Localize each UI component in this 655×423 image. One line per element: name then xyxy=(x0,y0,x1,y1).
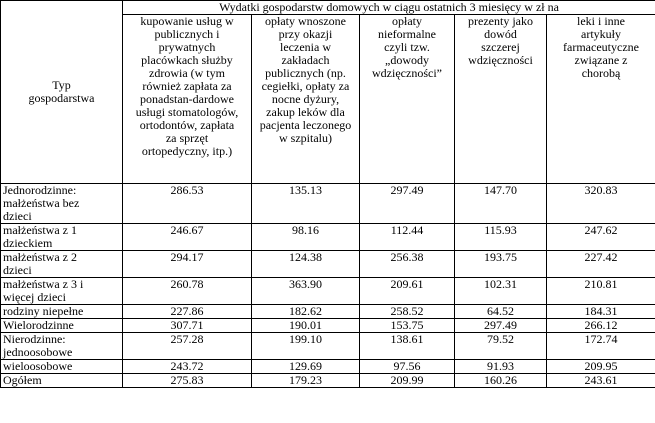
cell-value: 102.31 xyxy=(455,278,547,305)
table-row xyxy=(1,305,655,319)
row-header: Typ gospodarstwa xyxy=(1,1,123,184)
cell-value: 138.61 xyxy=(360,333,455,360)
cell-value: 124.38 xyxy=(252,251,360,278)
table-row xyxy=(1,360,655,374)
table-row xyxy=(1,374,655,388)
cell-value: 147.70 xyxy=(455,184,547,224)
cell-value: 227.86 xyxy=(123,305,252,319)
cell-value: 209.99 xyxy=(360,374,455,388)
cell-value: 135.13 xyxy=(252,184,360,224)
row-label: Ogółem xyxy=(1,374,123,388)
cell-value: 307.71 xyxy=(123,319,252,333)
cell-value: 190.01 xyxy=(252,319,360,333)
cell-value: 129.69 xyxy=(252,360,360,374)
cell-value: 160.26 xyxy=(455,374,547,388)
cell-value: 243.72 xyxy=(123,360,252,374)
row-label: małżeństwa z 1 dzieckiem xyxy=(1,224,123,251)
cell-value: 297.49 xyxy=(360,184,455,224)
table-row xyxy=(1,184,655,224)
row-label: Nierodzinne: jednoosobowe xyxy=(1,333,123,360)
cell-value: 256.38 xyxy=(360,251,455,278)
cell-value: 297.49 xyxy=(455,319,547,333)
cell-value: 320.83 xyxy=(547,184,655,224)
cell-value: 227.42 xyxy=(547,251,655,278)
cell-value: 243.61 xyxy=(547,374,655,388)
cell-value: 286.53 xyxy=(123,184,252,224)
table-row xyxy=(1,333,655,360)
cell-value: 112.44 xyxy=(360,224,455,251)
cell-value: 260.78 xyxy=(123,278,252,305)
cell-value: 193.75 xyxy=(455,251,547,278)
row-label: Wielorodzinne xyxy=(1,319,123,333)
cell-value: 172.74 xyxy=(547,333,655,360)
cell-value: 182.62 xyxy=(252,305,360,319)
row-label: Jednorodzinne: małżeństwa bez dzieci xyxy=(1,184,123,224)
row-label: małżeństwa z 2 dzieci xyxy=(1,251,123,278)
cell-value: 257.28 xyxy=(123,333,252,360)
column-header: prezenty jako dowód szczerej wdzięczności xyxy=(455,15,547,184)
cell-value: 258.52 xyxy=(360,305,455,319)
cell-value: 209.95 xyxy=(547,360,655,374)
column-header: opłaty wnoszone przy okazji leczenia w zakładach publicznych (np. cegiełki, opłaty za nocne dyżury, zakup leków dla pacjenta leczonego w szpitalu) xyxy=(252,15,360,184)
table-row xyxy=(1,319,655,333)
cell-value: 294.17 xyxy=(123,251,252,278)
column-header: opłaty nieformalne czyli tzw. „dowody wdzięczności” xyxy=(360,15,455,184)
cell-value: 275.83 xyxy=(123,374,252,388)
row-label: rodziny niepełne xyxy=(1,305,123,319)
cell-value: 79.52 xyxy=(455,333,547,360)
cell-value: 98.16 xyxy=(252,224,360,251)
column-header: leki i inne artykuły farmaceutyczne związane z chorobą xyxy=(547,15,655,184)
cell-value: 115.93 xyxy=(455,224,547,251)
column-header: kupowanie usług w publicznych i prywatnych placówkach służby zdrowia (w tym również zapłata za ponadstan-dardowe usługi stomatologów, ortodontów, zapłata za sprzęt ortopedyczny, itp.) xyxy=(123,15,252,184)
cell-value: 153.75 xyxy=(360,319,455,333)
cell-value: 97.56 xyxy=(360,360,455,374)
row-label: wieloosobowe xyxy=(1,360,123,374)
table-row xyxy=(1,251,655,278)
cell-value: 199.10 xyxy=(252,333,360,360)
cell-value: 363.90 xyxy=(252,278,360,305)
cell-value: 247.62 xyxy=(547,224,655,251)
cell-value: 210.81 xyxy=(547,278,655,305)
cell-value: 179.23 xyxy=(252,374,360,388)
cell-value: 64.52 xyxy=(455,305,547,319)
cell-value: 209.61 xyxy=(360,278,455,305)
table-row xyxy=(1,224,655,251)
cell-value: 266.12 xyxy=(547,319,655,333)
cell-value: 246.67 xyxy=(123,224,252,251)
cell-value: 91.93 xyxy=(455,360,547,374)
header-row-1 xyxy=(1,1,655,15)
row-label: małżeństwa z 3 i więcej dzieci xyxy=(1,278,123,305)
cell-value: 184.31 xyxy=(547,305,655,319)
super-header: Wydatki gospodarstw domowych w ciągu ostatnich 3 miesięcy w zł na xyxy=(123,1,655,15)
table-row xyxy=(1,278,655,305)
